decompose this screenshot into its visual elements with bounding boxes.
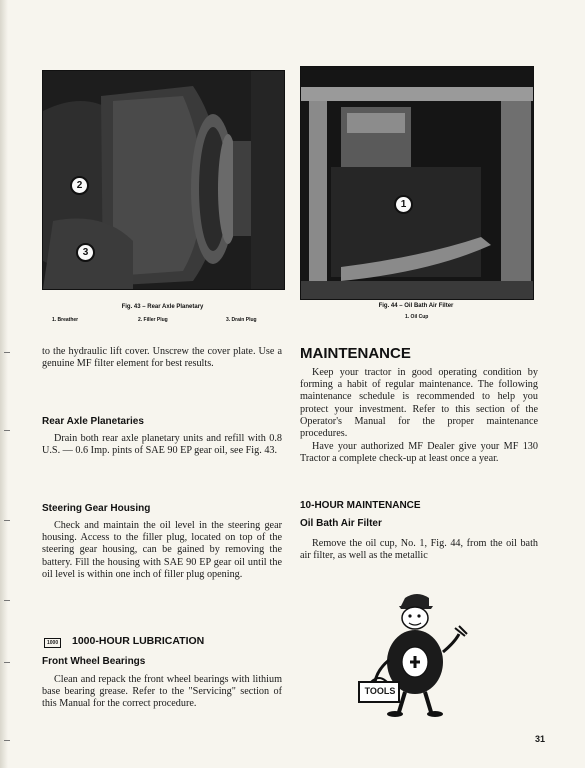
front-wheel-paragraph: Clean and repack the front wheel bearings with lithium base bearing grease. Refer to the "Servicing" section of this Manual for the correct procedure. [42, 674, 282, 710]
margin-mark [4, 600, 10, 601]
margin-mark [4, 430, 10, 431]
figure-43-label-3: 3. Drain Plug [226, 317, 257, 323]
maintenance-paragraph-2: Have your authorized MF Dealer give your MF 130 Tractor a complete check-up at least once a year. [300, 441, 538, 465]
tire-mascot-icon [355, 590, 475, 720]
steering-paragraph: Check and maintain the oil level in the steering gear housing. Access to the filler plug, located on top of the steering gear housing, can be gained by removing the battery. Fill the housing with SAE 90 EP gear oil until the oil level is within one inch of filler plug opening. [42, 520, 282, 580]
margin-mark [4, 662, 10, 663]
page-edge [0, 0, 8, 768]
rear-axle-paragraph: Drain both rear axle planetary units and refill with 0.8 U.S. — 0.6 Imp. pints of SAE 90 EP gear oil, see Fig. 43. [42, 433, 282, 457]
steering-heading: Steering Gear Housing [42, 503, 151, 514]
callout-1: 1 [394, 195, 413, 214]
figure-44-photo [300, 66, 534, 300]
figure-44-label-1: 1. Oil Cup [405, 314, 429, 320]
tire-mascot-illustration [355, 590, 475, 720]
oil-bath-paragraph: Remove the oil cup, No. 1, Fig. 44, from the oil bath air filter, as well as the metallic [300, 538, 538, 562]
1000-hour-badge-icon: 1000 [44, 638, 61, 648]
rear-axle-heading: Rear Axle Planetaries [42, 416, 144, 427]
margin-mark [4, 740, 10, 741]
maintenance-paragraph-1: Keep your tractor in good operating condition by forming a habit of regular maintenance. The following maintenance schedule is recommended to help you protect your investment. Refer to this section of the Operator's Manual for the proper maintenance procedures. [300, 367, 538, 440]
figure-43-label-2: 2. Filler Plug [138, 317, 168, 323]
page-number: 31 [534, 734, 545, 744]
oil-bath-air-filter-image [301, 67, 533, 299]
figure-43-label-1: 1. Breather [52, 317, 79, 323]
callout-2: 2 [70, 176, 89, 195]
figure-43-photo [42, 70, 285, 290]
ten-hour-heading: 10-HOUR MAINTENANCE [300, 500, 421, 511]
figure-43-caption: Fig. 43 – Rear Axle Planetary [121, 304, 204, 310]
lubrication-heading: 1000-HOUR LUBRICATION [72, 635, 205, 647]
maintenance-heading: MAINTENANCE [300, 345, 411, 362]
front-wheel-heading: Front Wheel Bearings [42, 656, 146, 667]
oil-bath-heading: Oil Bath Air Filter [300, 518, 382, 529]
callout-3: 3 [76, 243, 95, 262]
toolbox-sign: TOOLS [364, 686, 396, 696]
figure-44-caption: Fig. 44 – Oil Bath Air Filter [378, 303, 454, 309]
intro-paragraph: to the hydraulic lift cover. Unscrew the cover plate. Use a genuine MF filter element for best results. [42, 346, 282, 370]
margin-mark [4, 352, 10, 353]
margin-mark [4, 520, 10, 521]
